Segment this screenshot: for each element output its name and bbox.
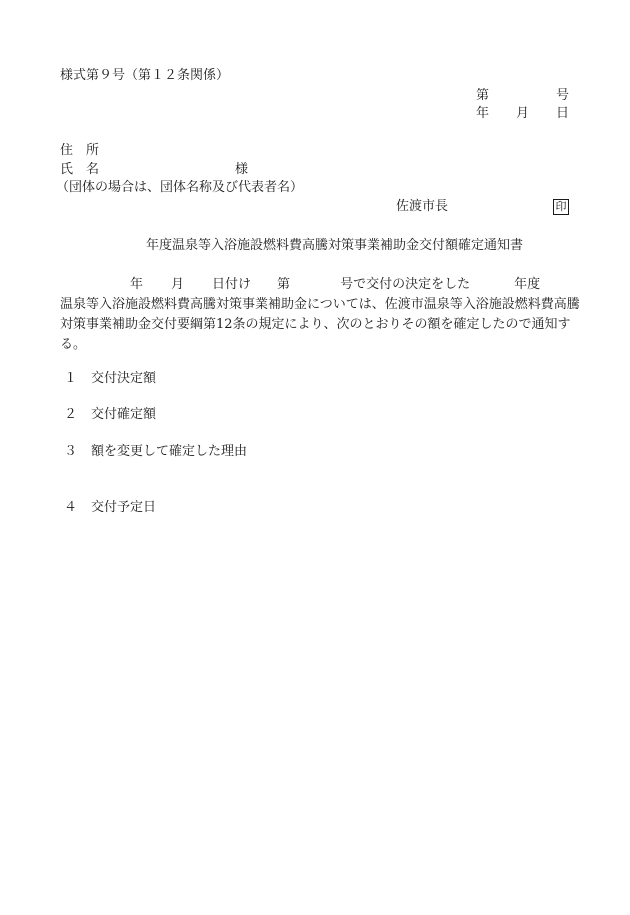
item-2-number: ２ (64, 407, 78, 422)
item-3 (64, 444, 247, 460)
form-number: 様式第９号（第１２条関係） (60, 68, 230, 83)
body-number-prefix: 第 (277, 277, 291, 292)
body-year: 年 (130, 277, 144, 292)
body-fiscal-year: 年度 (514, 277, 541, 292)
item-1 (64, 371, 156, 387)
item-3-label: 額を変更して確定した理由 (91, 444, 248, 459)
body-number-suffix: 号で交付の決定をした (340, 277, 471, 292)
name-label: 氏 名 (60, 162, 100, 177)
item-4-number: ４ (64, 500, 78, 515)
issuer-title: 佐渡市長 (396, 199, 449, 214)
item-4-label: 交付予定日 (91, 500, 157, 515)
date-day: 日 (556, 106, 570, 121)
address-label: 住 所 (60, 143, 100, 158)
honorific: 様 (235, 162, 249, 177)
date-year: 年 (476, 106, 490, 121)
item-2-label: 交付確定額 (91, 407, 157, 422)
item-1-label: 交付決定額 (91, 371, 157, 386)
notice-body (60, 275, 580, 355)
date-month: 月 (516, 106, 530, 121)
item-2 (64, 407, 156, 423)
document-number-suffix: 号 (556, 88, 570, 103)
item-1-number: １ (64, 371, 78, 386)
body-dated: 日付け (212, 277, 252, 292)
item-4 (64, 500, 156, 516)
document-number-prefix: 第 (476, 88, 490, 103)
body-month: 月 (171, 277, 185, 292)
item-3-number: ３ (64, 444, 78, 459)
notice-title: 年度温泉等入浴施設燃料費高騰対策事業補助金交付額確定通知書 (146, 238, 524, 253)
body-text: 温泉等入浴施設燃料費高騰対策事業補助金については、佐渡市温泉等入浴施設燃料費高騰対策事業補助金交付要綱第12条の規定により、次のとおりその額を確定したので通知する。 (60, 297, 580, 352)
organization-note: （団体の場合は、団体名称及び代表者名） (56, 180, 304, 195)
seal-stamp: 印 (553, 199, 569, 215)
